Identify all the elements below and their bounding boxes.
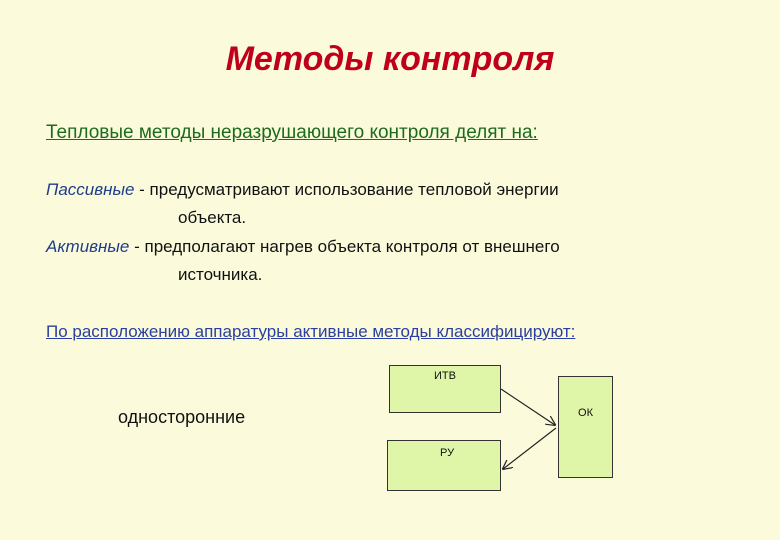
ru-label: РУ [440,447,455,459]
desc-passive-line1: - предусматривают использование тепловой энергии [134,180,559,199]
desc-active-line2: источника. [178,265,263,284]
term-passive: Пассивные [46,180,135,199]
subtitle: Тепловые методы неразрушающего контроля делят на: [46,122,538,143]
term-active: Активные [46,237,130,256]
arrow-itv-to-ok [501,389,555,425]
desc-active-line1: - предполагают нагрев объекта контроля от внешнего [129,237,560,256]
desc-passive-line2: объекта. [178,208,247,227]
itv-label: ИТВ [434,370,456,382]
ok-label: ОК [578,407,593,419]
arrow-ok-to-ru [503,428,556,469]
one-sided-label: односторонние [118,407,246,427]
classification-heading: По расположению аппаратуры активные методы классифицируют: [46,322,576,341]
page-title: Методы контроля [225,40,555,78]
